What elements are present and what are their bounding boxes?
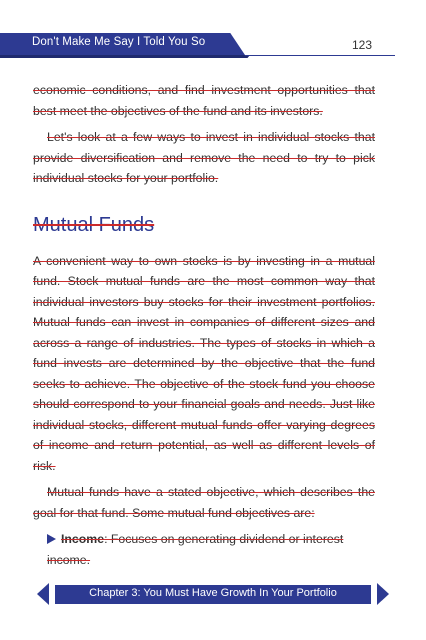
paragraph-continuation: economic conditions, and find investment opportunities that best meet the objectives of the fund and its investors. — [33, 83, 375, 118]
paragraph-objectives: Mutual funds have a stated objective, which describes the goal for that fund. Some mutual fund objectives are: — [33, 485, 375, 520]
bullet-list-item — [47, 529, 375, 570]
paragraph-intro: Let's look at a few ways to invest in individual stocks that provide diversification and remove the need to try to pick individual stocks for your portfolio. — [33, 130, 375, 185]
section-heading-mutual-funds: Mutual Funds — [33, 213, 155, 236]
book-title: Don't Make Me Say I Told You So — [32, 36, 206, 48]
previous-page-arrow-icon[interactable] — [37, 583, 49, 605]
page-number: 123 — [351, 38, 372, 52]
next-page-arrow-icon[interactable] — [377, 583, 389, 605]
page-body — [33, 80, 375, 570]
bullet-term: Income — [61, 532, 105, 546]
bullet-description: : Focuses on generating dividend or interest income. — [47, 532, 344, 567]
triangle-bullet-icon — [47, 534, 56, 544]
page-header — [0, 0, 426, 64]
chapter-title: Chapter 3: You Must Have Growth In Your Portfolio — [89, 587, 337, 599]
paragraph-mutual-funds: A convenient way to own stocks is by investing in a mutual fund. Stock mutual funds are the most common way that individual investors buy stocks for their investment portfolios. Mutual funds can invest in companies of different sizes and across a range of industries. The types of stocks in which a fund invests are determined by the objective that the fund seeks to achieve. The objective of the stock fund you choose should correspond to your financial goals and needs. Just like individual stocks, different mutual funds offer varying degrees of income and return potential, as well as different levels of risk. — [33, 253, 375, 473]
header-rule — [245, 55, 395, 56]
header-bar-shadow — [0, 55, 250, 58]
